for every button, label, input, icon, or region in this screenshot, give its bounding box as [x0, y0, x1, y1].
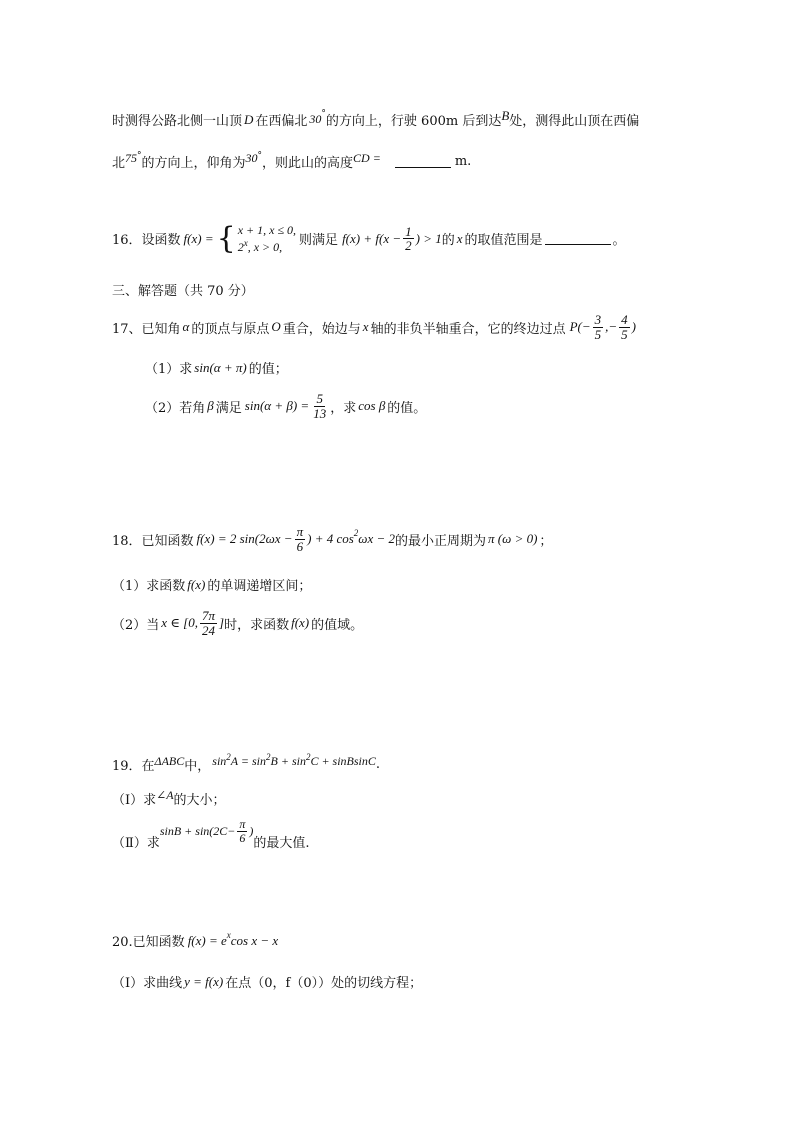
q17-text: 轴的非负半轴重合，它的终边过点 [370, 321, 566, 337]
part-label: （2）若角 [145, 400, 206, 416]
part-label: （1）求 [145, 362, 193, 377]
expr-part: sinB + sin(2C− [159, 823, 236, 838]
angle-30: 30 [245, 151, 258, 165]
q18-end: ； [539, 533, 553, 549]
part-text: 的大小； [173, 793, 226, 808]
q19-line [112, 752, 381, 774]
part-text: 的值。 [387, 400, 427, 416]
fraction-5-13 [311, 392, 328, 420]
angle-a: ∠A [156, 788, 174, 802]
part-text: 的值； [248, 362, 288, 377]
unit-m: m. [454, 154, 472, 169]
case-2-base: 2 [237, 239, 244, 254]
sin-expr: sin(α + β) = [244, 398, 310, 414]
fraction-7pi-24 [200, 609, 217, 637]
q19-text: 中， [184, 759, 211, 774]
q20-text: 20.已知函数 [112, 935, 185, 950]
q15-text: 北 [112, 156, 126, 171]
function-expr: ωx − 2 [358, 531, 396, 547]
inequality-right: ) > 1 [415, 230, 442, 246]
cd-label: CD = [353, 151, 381, 165]
part-label: （Ⅰ）求 [112, 793, 157, 808]
q15-text: 的方向上，仰角为 [141, 156, 246, 171]
q18-line [112, 525, 552, 553]
frac-den: 5 [621, 326, 628, 342]
q17-line [112, 313, 636, 341]
point-p: P(− [569, 319, 591, 335]
q17-text: 重合，始边与 [282, 321, 361, 337]
eq-part: sin [212, 754, 227, 768]
q15-text: ，则此山的高度 [262, 156, 354, 171]
q16-end: 。 [612, 233, 626, 249]
section-heading [112, 280, 254, 299]
q16-text: 16．设函数 [112, 233, 181, 249]
frac-num: π [239, 817, 246, 831]
sin-expr: sin(α + π) [194, 359, 247, 375]
function-expr: f(x) = e [187, 932, 227, 948]
case-1: x + 1, x ≤ 0, [237, 223, 297, 237]
frac-den: 24 [201, 622, 215, 638]
case-2-cond: , x > 0, [247, 239, 283, 254]
triangle-abc: ΔABC [154, 754, 185, 768]
part-label: （2）当 [112, 617, 160, 633]
frac-num: π [296, 524, 304, 539]
eq-exp: 2 [305, 752, 311, 762]
frac-num: 3 [594, 312, 602, 327]
q19-text: 19．在 [112, 759, 155, 774]
frac-num: 4 [621, 312, 628, 327]
q20-line [112, 931, 278, 950]
var-x: x [456, 230, 463, 246]
angle-30: 30 [309, 112, 322, 126]
degree-sign: ° [321, 108, 326, 119]
function-expr: cos x − x [230, 932, 279, 948]
fx: f(x) [291, 615, 310, 631]
equation [212, 754, 376, 769]
q15-line2 [112, 152, 471, 171]
function-expr: ) + 4 cos [307, 531, 354, 547]
exponent: x [226, 929, 231, 940]
case-2-exp: x [243, 237, 248, 248]
fraction-pi-6 [237, 818, 247, 844]
q18-part1 [112, 575, 311, 594]
part-text: 的单调递增区间； [207, 579, 312, 594]
part-text: 的最大值. [253, 835, 310, 851]
part-label: （Ⅰ）求曲线 [112, 976, 183, 991]
answer-blank [545, 232, 611, 245]
alpha: α [182, 319, 190, 335]
frac-num: 5 [316, 391, 323, 406]
interval-close: ] [219, 615, 225, 631]
part-text: 在点（0，f（0））处的切线方程； [225, 976, 423, 991]
eq-part: A = sin [230, 754, 267, 768]
degree-sign: ° [137, 150, 142, 161]
q15-text: 时测得公路北侧一山顶 [112, 114, 243, 129]
q16-text: 则满足 [299, 233, 339, 249]
fx: f(x) [187, 576, 206, 592]
curve-expr: y = f(x) [184, 973, 224, 989]
part-text: 时，求函数 [224, 617, 290, 633]
q15-line1 [112, 107, 640, 129]
q18-text: 18．已知函数 [112, 533, 194, 549]
frac-den: 6 [296, 538, 304, 554]
q18-text: 的最小正周期为 [395, 533, 487, 549]
fraction-4-5 [619, 313, 630, 341]
frac-den: 6 [239, 830, 246, 845]
fraction-half [403, 225, 414, 253]
degree-sign: ° [257, 150, 263, 161]
case-2 [238, 239, 296, 256]
beta: β [207, 398, 214, 414]
angle-75: 75 [125, 151, 138, 165]
interval: x ∈ [0, [161, 615, 198, 631]
q17-text: 的顶点与原点 [191, 321, 270, 337]
q19-part2 [112, 817, 310, 854]
cos-beta: cos β [358, 398, 386, 414]
q16-text: 的取值范围是 [464, 233, 543, 249]
frac-den: 13 [313, 405, 327, 421]
frac-num: 1 [405, 223, 412, 239]
q16-text: 的 [441, 233, 455, 249]
frac-den: 5 [594, 326, 602, 342]
part-label: （Ⅱ）求 [112, 835, 160, 851]
part-text: 的值域。 [311, 617, 364, 633]
answer-blank [395, 155, 451, 168]
piecewise-function [217, 222, 296, 256]
q20-part1 [112, 972, 422, 991]
q18-part2 [112, 609, 363, 637]
section-title: 三、解答题（共 70 分） [112, 284, 254, 299]
part-text: ，求 [330, 400, 357, 416]
comma: ,− [605, 319, 618, 335]
left-brace: { [216, 220, 236, 256]
close-paren: ) [631, 319, 637, 335]
fraction-3-5 [593, 313, 604, 341]
cases [238, 222, 296, 256]
origin-o: O [271, 319, 281, 335]
frac-num: 7π [201, 608, 215, 623]
point-d: D [244, 111, 254, 127]
q17-part1 [145, 358, 288, 377]
fx-label: f(x) = [183, 230, 214, 246]
inequality-left: f(x) + f(x − [342, 230, 402, 246]
var-x: x [362, 319, 369, 335]
q17-part2 [145, 392, 426, 420]
max-expr [160, 818, 254, 844]
eq-exp: 2 [226, 752, 231, 762]
exponent: 2 [353, 528, 359, 539]
function-expr: f(x) = 2 sin(2ωx − [196, 531, 293, 547]
q19-end: . [375, 757, 381, 772]
part-text: 满足 [215, 400, 242, 416]
eq-part: B + sin [270, 754, 306, 768]
eq-exp: 2 [266, 752, 271, 762]
period: π (ω > 0) [488, 531, 538, 547]
fraction-pi-6 [295, 525, 306, 553]
q15-text: 在西偏北 [255, 114, 308, 129]
q15-text: 的方向上，行驶 600m 后到达 [325, 114, 502, 129]
q16-line [112, 222, 626, 256]
eq-part: C + sinBsinC [310, 754, 376, 768]
q19-part1 [112, 789, 226, 808]
expr-part: ) [249, 823, 254, 838]
frac-den: 2 [405, 238, 412, 254]
part-label: （1）求函数 [112, 579, 186, 594]
q15-text: 处，测得此山顶在西偏 [509, 114, 640, 129]
point-b: B [501, 107, 510, 123]
q17-text: 17、已知角 [112, 321, 181, 337]
